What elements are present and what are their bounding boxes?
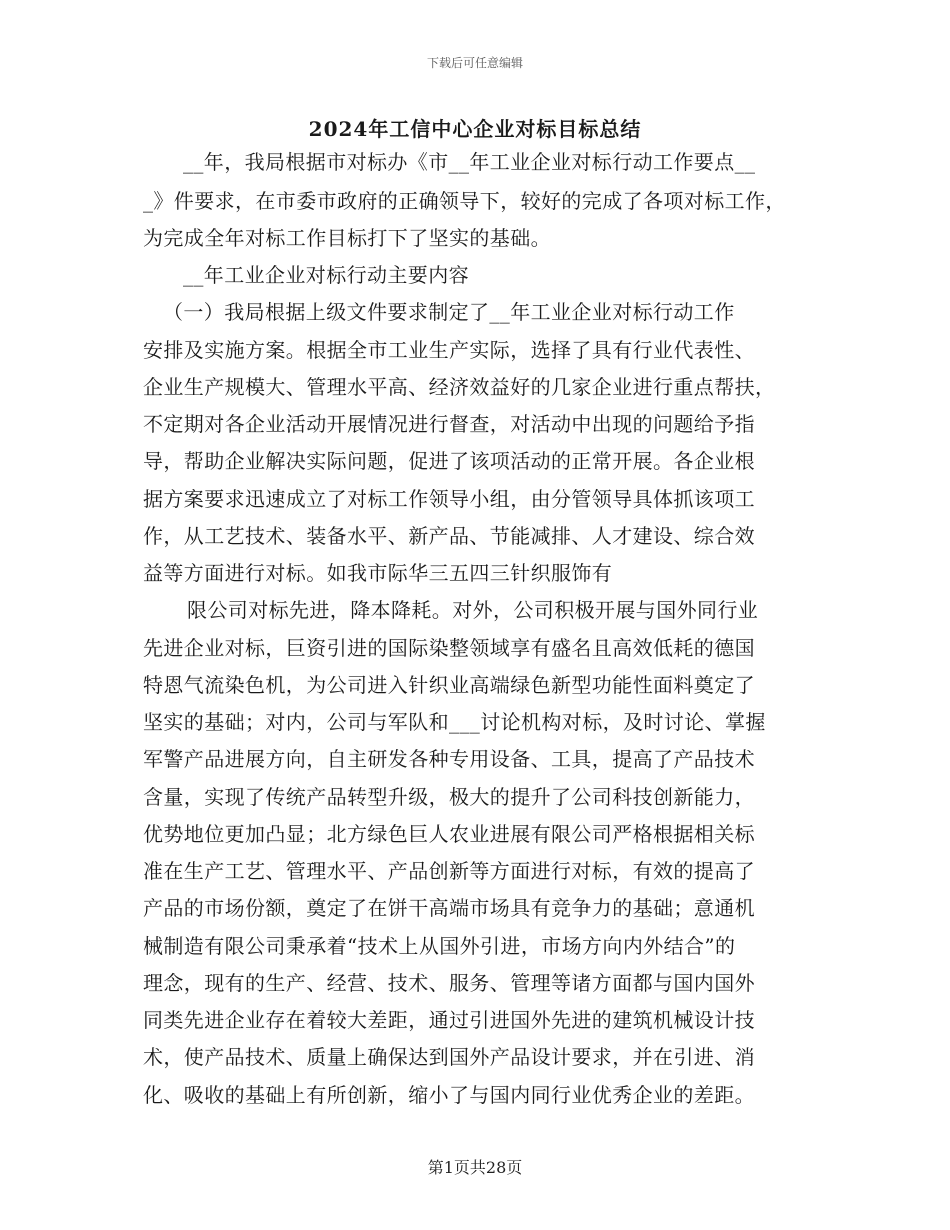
body-line: 据方案要求迅速成立了对标工作领导小组，由分管领导具体抓该项工 [143, 487, 755, 511]
body-line: 先进企业对标，巨资引进的国际染整领域享有盛名且高效低耗的德国 [143, 636, 755, 660]
body-line: 为完成全年对标工作目标打下了坚实的基础。 [143, 226, 551, 250]
body-line: （一）我局根据上级文件要求制定了__年工业企业对标行动工作 [163, 300, 735, 324]
body-line: 导，帮助企业解决实际问题，促进了该项活动的正常开展。各企业根 [143, 449, 755, 473]
body-line: 准在生产工艺、管理水平、产品创新等方面进行对标，有效的提高了 [143, 859, 755, 883]
body-line: 化、吸收的基础上有所创新，缩小了与国内同行业优秀企业的差距。 [143, 1083, 755, 1107]
body-line: 特恩气流染色机，为公司进入针织业高端绿色新型功能性面料奠定了 [143, 673, 755, 697]
body-line: _》件要求，在市委市政府的正确领导下，较好的完成了各项对标工作， [143, 189, 786, 213]
body-line: 产品的市场份额，奠定了在饼干高端市场具有竞争力的基础；意通机 [143, 896, 755, 920]
body-line: 企业生产规模大、管理水平高、经济效益好的几家企业进行重点帮扶， [143, 375, 776, 399]
body-line: 坚实的基础；对内，公司与军队和___讨论机构对标，及时讨论、掌握 [143, 710, 766, 734]
body-line: __年，我局根据市对标办《市__年工业企业对标行动工作要点__ [183, 150, 756, 174]
body-line: 械制造有限公司秉承着“技术上从国外引进，市场方向内外结合”的 [143, 934, 736, 958]
body-line: 作，从工艺技术、装备水平、新产品、节能减排、人才建设、综合效 [143, 524, 755, 548]
body-line: 理念，现有的生产、经营、技术、服务、管理等诸方面都与国内国外 [143, 971, 755, 995]
body-line: 安排及实施方案。根据全市工业生产实际，选择了具有行业代表性、 [143, 338, 755, 362]
body-line: 不定期对各企业活动开展情况进行督查，对活动中出现的问题给予指 [143, 412, 755, 436]
body-line: 同类先进企业存在着较大差距，通过引进国外先进的建筑机械设计技 [143, 1008, 755, 1032]
page-number-footer: 第1页共28页 [427, 1158, 523, 1177]
header-note: 下载后可任意编辑 [426, 56, 523, 70]
body-line: 益等方面进行对标。如我市际华三五四三针织服饰有 [143, 561, 613, 585]
document-title: 2024年工信中心企业对标目标总结 [308, 117, 642, 141]
body-line: 限公司对标先进，降本降耗。对外，公司积极开展与国外同行业 [187, 598, 759, 622]
body-line: 军警产品进展方向，自主研发各种专用设备、工具，提高了产品技术 [143, 747, 755, 771]
body-line: 含量，实现了传统产品转型升级，极大的提升了公司科技创新能力， [143, 785, 755, 809]
body-line: 优势地位更加凸显；北方绿色巨人农业进展有限公司严格根据相关标 [143, 822, 755, 846]
section-heading: __年工业企业对标行动主要内容 [183, 263, 469, 287]
body-line: 术，使产品技术、质量上确保达到国外产品设计要求，并在引进、消 [143, 1045, 755, 1069]
